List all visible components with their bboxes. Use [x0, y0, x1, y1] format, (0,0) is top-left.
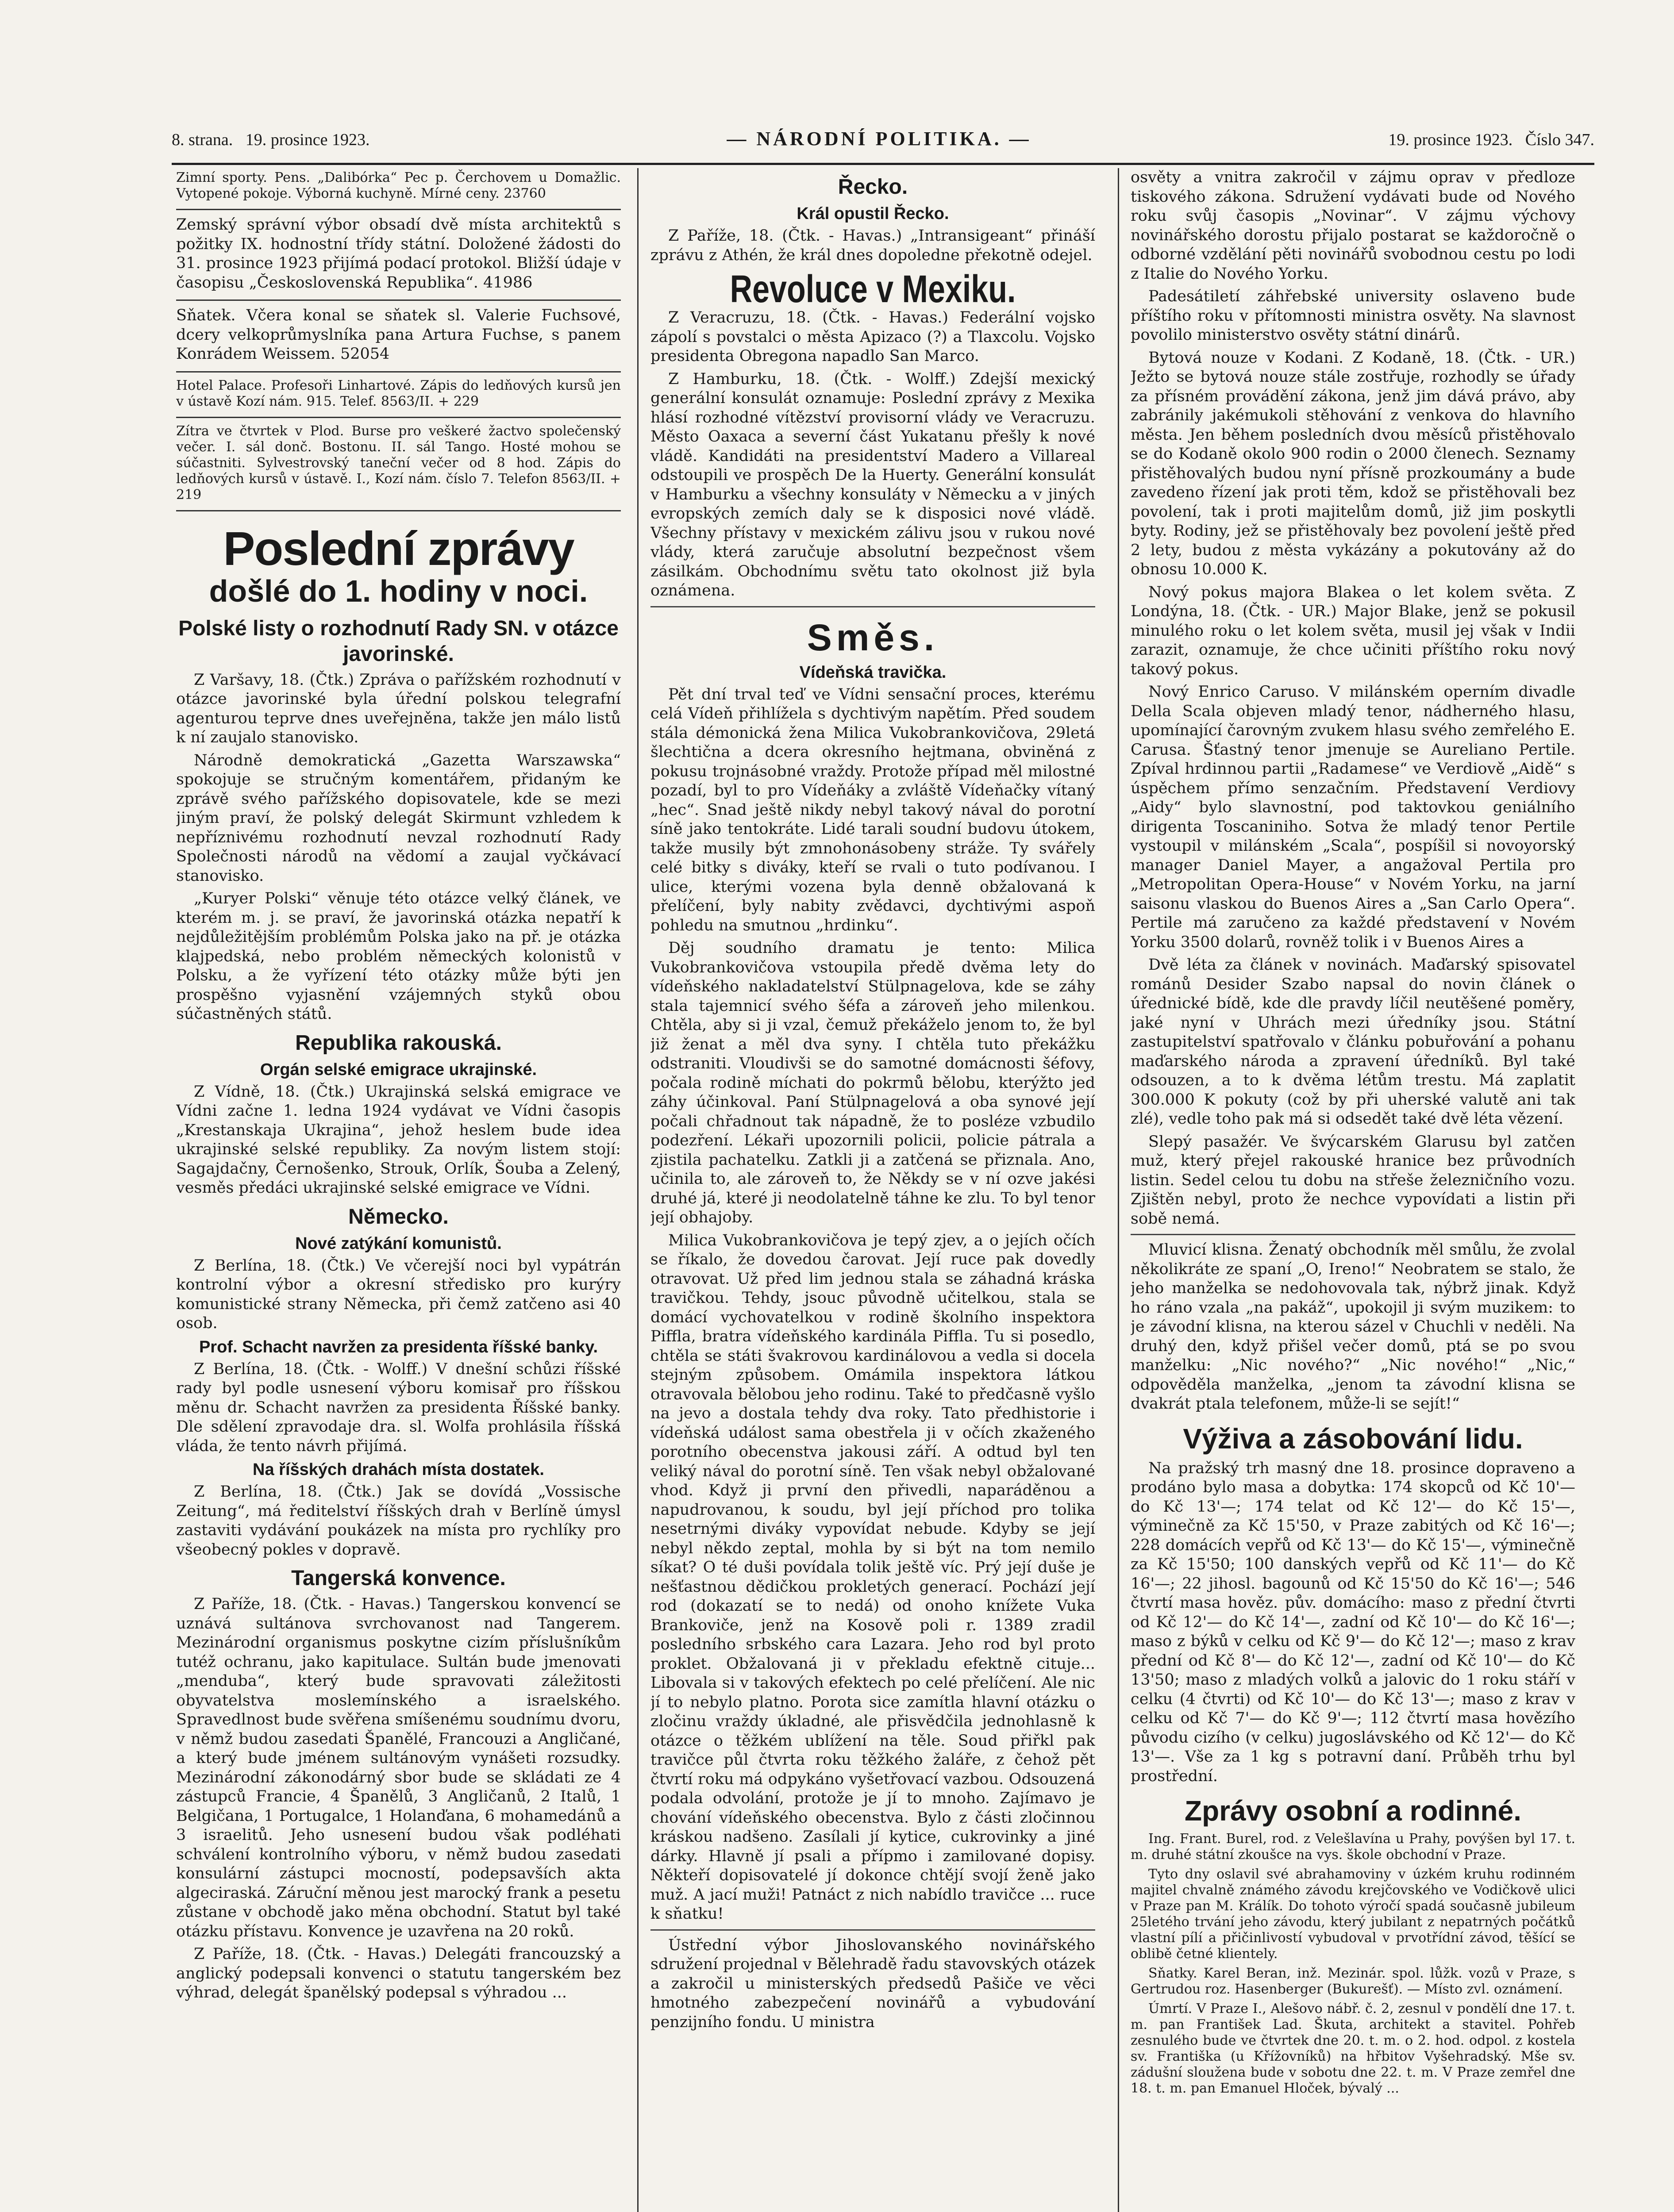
article-paragraph: Z Vídně, 18. (Čtk.) Ukrajinská selská emigrace ve Vídni začne 1. ledna 1924 vydávat ve Vídni časopis „Krestanskaja Ukrajina“, jehož heslem bude idea ukrajinské selské republiky. Za novým listem stojí: Sagajdačny, Černošenko, Strouk, Orlík, Šouba a Zelený, vesměs předáci ukrajinské selské emigrace ve Vídni. [176, 1083, 621, 1197]
article-paragraph: Nový pokus majora Blakea o let kolem světa. Z Londýna, 18. (Čtk. - UR.) Major Blake, jenž se pokusil minulého roku o let kolem světa, musil jej však v Indii zarazit, oznamuje, že chce učiniti příštího roku nový takový pokus. [1131, 583, 1575, 678]
article-paragraph: Sňatky. Karel Beran, inž. Mezinár. spol. lůžk. vozů v Praze, s Gertrudou roz. Hasenberger (Bukurešť). — Místo zvl. oznámení. [1131, 1966, 1575, 1997]
article-paragraph: Národně demokratická „Gazetta Warszawska“ spokojuje se stručným komentářem, přidaným ke zprávě svého pařížského dopisovatele, kde se mezi jiným praví, že polský delegát Skirmunt vzhledem k nepříznivému rozhodnutí nevzal rozhodnutí Rady Společnosti národů na vědomí a zaujal vyčkávací stanovisko. [176, 751, 621, 885]
column-rule-2 [1118, 168, 1119, 2212]
article-paragraph: Ing. Frant. Burel, rod. z Velešlavína u Prahy, povýšen byl 17. t. m. druhé státní zkoušce na vys. škole obchodní v Praze. [1131, 1831, 1575, 1863]
masthead-rule [172, 163, 1594, 165]
notice-text: Sňatek. Včera konal se sňatek sl. Valerie Fuchsové, dcery velkoprůmyslníka pana Artura Fuchse, s panem Konrádem Weissem. 52054 [176, 307, 621, 363]
date-left: 19. prosince 1923. [245, 131, 370, 149]
notice-text: Zemský správní výbor obsadí dvě místa architektů s požitky IX. hodnostní třídy státní. Doložené žádosti do 31. prosince 1923 přijímá podací protokol. Bližší údaje v časopisu „Československá Republika“. 41986 [176, 216, 621, 292]
ad-text: Zítra ve čtvrtek v Plod. Burse pro veškeré žactvo společenský večer. I. sál donč. Bostonu. II. sál Tango. Hosté mohou se súčastniti. Sylvestrovský taneční večer od 8 hod. Zápis do ledňových kursů v ústavě. I., Kozí nám. číslo 7. Telefon 8563/II. + 219 [176, 423, 621, 503]
article-paragraph: Na pražský trh masný dne 18. prosince dopraveno a prodáno bylo masa a dobytka: 174 skopců od Kč 10'— do Kč 13'—; 174 telat od Kč 12'— do Kč 15'—, výminečně za Kč 15'50, v Praze zabitých od Kč 16'—; 228 domácích vepřů od Kč 13'— do Kč 15'—, výminečně za Kč 15'50; 100 danských vepřů od Kč 11'— do Kč 16'—; 22 jihosl. bagounů od Kč 15'50 do Kč 16'—; 546 čtvrtí masa hověz. pův. domácího: maso z přední čtvrti od Kč 12'— do Kč 14'—, zadní od Kč 10'— do Kč 16'—; maso z býků v celku od Kč 9'— do Kč 12'—; maso z krav přední od Kč 8'— do Kč 12'—, zadní od Kč 10'— do Kč 13'50; maso z mladých volků a jalovic do 1 roku stáří v celku (4 čtvrti) od Kč 10'— do Kč 13'—; maso z krav v celku od Kč 7'— do Kč 9'—; 112 čtvrtí masa hovězího původu cizího (v celku) jugoslávského od Kč 12'— do Kč 13'—. Vše za 1 kg s potravní daní. Průběh trhu byl prostřední. [1131, 1459, 1575, 1785]
masthead-right [1389, 130, 1594, 150]
article-paragraph: Z Berlína, 18. (Čtk. - Wolff.) V dnešní schůzi říšské rady byl podle usnesení výboru komisař pro říšskou měnu dr. Schacht navržen za presidenta Říšské banky. Dle sdělení zpravodaje dra. sl. Wolfa prohlásila říšská vláda, že tento návrh přijímá. [176, 1360, 621, 1455]
article-paragraph: Z Hamburku, 18. (Čtk. - Wolff.) Zdejší mexický generální konsulát oznamuje: Poslední zprávy z Mexika hlásí rozhodné vítězství provisorní vlády ve Veracruzu. Město Oaxaca a severní část Yukatanu přešly k nové vládě. Kandidáti na presidentství Madero a Villareal odstoupili ve prospěch De la Huerty. Generální konsulát v Hamburku a všechny konsuláty v Německu a v jiných evropských zemích daly se k disposici nové vládě. Všechny přístavy v mexickém zálivu jsou v rukou nové vlády, která zaručuje absolutní bezpečnost všem zásilkám. Obchodnímu světu tato okolnost již byla oznámena. [650, 370, 1095, 599]
section-divider [650, 606, 1095, 607]
article-paragraph: Z Paříže, 18. (Čtk. - Havas.) „Intransigeant“ přináší zprávu z Athén, že král dnes dopoledne překotně odejel. [650, 227, 1095, 264]
article-paragraph: Slepý pasažér. Ve švýcarském Glarusu byl zatčen muž, který přejel rakouské hranice bez průvodních listin. Sedel celou tu dobu na střeše železničního vozu. Zjištěn nebyl, proto že nechce vypovídati a listin při sobě nemá. [1131, 1133, 1575, 1228]
article-headline: Na říšských drahách místa dostatek. [253, 1460, 544, 1479]
article-paragraph: Z Berlína, 18. (Čtk.) Jak se dovídá „Vossische Zeitung“, má ředitelství říšských drah v Berlíně úmysl zastaviti vydávání poukázek na místa pro rychlíky pro všeobecný pokles v dopravě. [176, 1483, 621, 1559]
column-3 [1131, 168, 1575, 2212]
issue-number: Číslo 347. [1525, 131, 1594, 149]
newspaper-title: — NÁRODNÍ POLITIKA. — [727, 128, 1031, 150]
section-headline-smes: Směs. [807, 616, 939, 658]
section-headline: Republika rakouská. [295, 1031, 502, 1055]
article-paragraph: Z Paříže, 18. (Čtk. - Havas.) Delegáti francouzský a anglický podepsali konvenci o statutu tangerském bez výhrad, delegát španělský podepsal s výhradou ... [176, 1945, 621, 2001]
article-paragraph: osvěty a vnitra zakročil v zájmu oprav v předloze tiskového zákona. Sdružení vydávati bude od Nového roku svůj časopis „Novinar“. V zájmu výchovy novinářského dorostu přijalo postarat se každoročně o odborné vzdělání pěti novinářů svobodnou cestu po lodi z Italie do Nového Yorku. [1131, 169, 1575, 283]
section-divider [650, 1929, 1095, 1931]
section-headline: Revoluce v Mexiku. [730, 267, 1016, 311]
notice-zemsky-vybor [176, 214, 621, 301]
article-paragraph: Ústřední výbor Jihoslovanského novinářského sdružení projednal v Bělehradě řadu stavovských otázek a zakročil u ministerských předsedů Pašiče ve věci hmotného zabezpečení novinářů a vybudování penzijního fondu. U ministra [650, 1936, 1095, 2031]
ad-text: Hotel Palace. Profesoři Linhartové. Zápis do ledňových kursů jen v ústavě Kozí nám. 915. Telef. 8563/II. + 229 [176, 377, 621, 409]
ad-zimni-sporty [176, 168, 621, 210]
masthead [172, 127, 1594, 161]
date-right: 19. prosince 1923. [1388, 131, 1513, 149]
article-paragraph: Pět dní trval teď ve Vídni sensační proces, kterému celá Vídeň přihlížela s dychtivým napětím. Před soudem stála démonická žena Milica Vukobrankovičova, 29letá šlechtična a dcera okresního hejtmana, obviněná z pokusu trojnásobné vraždy. Protože případ měl milostné pozadí, byl to pro Vídeňáky a zvláště Vídeňačky vítaný „hec“. Snad ještě nikdy nebyl takový nával do porotní síně jako tentokráte. Lidé tarali soudní budovu útokem, takže musily být zmnohonásobeny stráže. Ty svářely celé bitky s diváky, kteří se rvali o tuto podívanou. I ulice, kterými vozena byla denně obžalovaná k přelíčení, byly nabity zvědavci, dychtivými aspoň pohledu na smutnou „hrdinku“. [650, 685, 1095, 934]
article-paragraph: Z Varšavy, 18. (Čtk.) Zpráva o pařížském rozhodnutí v otázce javorinské byla úřední polskou telegrafní agenturou teprve dnes uveřejněna, takže jen málo listů k ní zaujalo stanovisko. [176, 671, 621, 746]
article-paragraph: Dvě léta za článek v novinách. Maďarský spisovatel románů Desider Szabo napsal do novin článek o úřednické bídě, kde dle pravdy líčil neutěšené poměry, jaké nyní v Uhrách mezi úředníky jsou. Státní zastupitelství spatřovalo v článku pobuřování a pohanu maďarského národa a zpravení úředníků. Byl také odsouzen, a to k dvěma létům trestu. Má zaplatit 300.000 K pokuty (což by při uherské valutě ani tak zlé), vedle toho pak má si odsedět také dvě léta vězení. [1131, 956, 1575, 1128]
ad-text: Zimní sporty. Pens. „Dalibórka“ Pec p. Čerchovem u Domažlic. Vytopené pokoje. Výborná kuchyně. Mírné ceny. 23760 [176, 170, 621, 201]
article-paragraph: Z Veracruzu, 18. (Čtk. - Havas.) Federální vojsko zápolí s povstalci o města Apizaco (?) a Tlaxcolu. Vojsko presidenta Obregona napadlo San Marco. [650, 309, 1095, 365]
section-headline: Řecko. [838, 175, 908, 199]
section-headline: Zprávy osobní a rodinné. [1185, 1795, 1521, 1827]
masthead-left [172, 130, 369, 150]
column-1 [176, 168, 621, 2212]
ad-hotel-palace [176, 376, 621, 418]
section-headline-posledni-zpravy: Poslední zprávy [223, 521, 574, 575]
article-headline: Polské listy o rozhodnutí Rady SN. v otázce javorinské. [178, 616, 619, 666]
article-paragraph: Tyto dny oslavil své abrahamoviny v úzkém kruhu rodinném majitel chvalně známého závodu krejčovského ve Vodičkově ulici v Praze pan M. Králík. Do tohoto výročí spadá současně jubileum 25letého trvání jeho závodu, který jubilant z nepatrných počátků vlastní pílí a přičinlivostí vybudoval v prvotřídní závod, těšící se oblibě četné klientely. [1131, 1866, 1575, 1962]
section-divider [1131, 1234, 1575, 1235]
article-headline: Nové zatýkání komunistů. [295, 1234, 502, 1253]
article-paragraph: „Kuryer Polski“ věnuje této otázce velký článek, ve kterém m. j. se praví, že javorinská otázka nepatří k nejdůležitějším problémům Polska jako na př. je otázka klajpedská, nebo problém německých kolonistů v Polsku, a že vyřízení této otázky může býti jen prospěšno vyjasnění vzájemných styků obou súčastněných států. [176, 890, 621, 1023]
article-paragraph: Děj soudního dramatu je tento: Milica Vukobrankovičova vstoupila předě dvěma lety do vídeňského nakladatelství Stülpnagelova, kde se záhy stala tajemnicí svého šéfa a zároveň jeho milenkou. Chtěla, aby si ji vzal, čemuž překáželo jenom to, že byl již ženat a měl dva syny. I chtěla tuto překážku odstraniti. Vloudivši se do samotné domácnosti šéfovy, počala rodině míchati do pokrmů bělobu, kterýžto jed záhy účinkoval. Paní Stülpnagelová a oba synové její počali chřadnout tak nápadně, že to posléze vzbudilo podezření. Lékaři upozornili policii, policie pátrala a zjistila pachatelku. Zatkli ji a zatčená se přiznala. Ano, učinila to, ale zároveň to, že Někdy se v ní ozve jakési druhé já, které ji neodolatelně táhne ke zlu. To byl tenor její obhajoby. [650, 939, 1095, 1226]
article-paragraph: Nový Enrico Caruso. V milánském operním divadle Della Scala objeven mladý tenor, nádherného hlasu, upomínající čarovným zvukem hlasu svého zemřelého E. Carusa. Šťastný tenor jmenuje se Aureliano Pertile. Zpíval hrdinnou partii „Radamese“ ve Verdiově „Aidě“ s úspěchem přímo senzačním. Představení Verdiovy „Aidy“ bylo slavnostní, pod taktovkou geniálního dirigenta Toscaniniho. Sotva že mladý tenor Pertile vystoupil v milánském „Scala“, pospíšil si novoyorský manager Daniel Mayer, a angažoval Pertila pro „Metropolitan Opera-House“ v Novém Yorku, na jarní saisonu vlaskou do Buenos Aires a „San Carlo Opera“. Pertile má zaručeno za každé představení v Novém Yorku 3500 dolarů, rovněž tolik i v Buenos Aires a [1131, 683, 1575, 951]
article-headline: Orgán selské emigrace ukrajinské. [260, 1060, 537, 1079]
article-paragraph: Padesátiletí záhřebské university oslaveno bude příštího roku v přítomnosti ministra osvěty. Na slavnost povolilo ministerstvo osvěty státní dinárů. [1131, 288, 1575, 344]
article-paragraph: Mluvicí klisna. Ženatý obchodník měl smůlu, že zvolal několikráte ze spaní „O, Ireno!“ Neobratem se stalo, že jeho manželka se nedohovovala tak, nýbrž jinak. Když ho ráno vzala „na pakáž“, upokojil ji svým muzikem: to je závodní klisna, na kterou sázel v Chuchli v neděli. Na druhý den, když přišel večer domů, ptá se po svou manželku: „Nic nového?“ „Nic nového!“ „Nic,“ odpověděla manželka, „jenom ta závodní klisna se dvakrát ptala telefonem, může-li se sejít!“ [1131, 1241, 1575, 1413]
section-subheadline: došlé do 1. hodiny v noci. [209, 573, 588, 608]
article-paragraph: Z Berlína, 18. (Čtk.) Ve včerejší noci byl vypátrán kontrolní výbor a okresní středisko pro kurýry komunistické strany Německa, při čemž zatčeno asi 40 osob. [176, 1256, 621, 1332]
article-headline: Prof. Schacht navržen za presidenta říšské banky. [199, 1337, 598, 1356]
article-headline: Král opustil Řecko. [797, 204, 949, 223]
section-headline: Výživa a zásobování lidu. [1183, 1422, 1523, 1455]
column-rule-1 [637, 168, 639, 2212]
article-paragraph: Bytová nouze v Kodani. Z Kodaně, 18. (Čtk. - UR.) Ježto se bytová nouze stále zostřuje, rozhodly se úřady za přísném provádění zákona, jenž jim dává právo, aby zabránily jakémukoli stěhování z venkova do hlavního města. Jen během posledních dvou měsíců přistěhovalo se do Kodaně okolo 900 rodin o 2000 členech. Seznamy přistěhovalých budou nyní přísně prozkoumány a bude zavedeno řízení jak proti těm, kdož se přistěhovali bez povolení, tak i proti majitelům domů, již jim poskytli byty. Rodiny, jež se přistěhovaly bez povolení ještě před 2 lety, budou z města vykázány a pokutovány až do obnosu 10.000 K. [1131, 349, 1575, 578]
article-paragraph: Z Paříže, 18. (Čtk. - Havas.) Tangerskou konvencí se uznává sultánova svrchovanost nad Tangerem. Mezinárodní organismus poskytne cizím příslušníkům tutéž ochranu, jako kapitulace. Sultán bude jmenovati „menduba“, který bude spravovati záležitosti obyvatelstva moslemínského a israelského. Spravedlnost bude svěřena smíšenému soudnímu dvoru, v němž budou zasedati Španělé, Francouzi a Angličané, a který bude jménem sultánovým vynášeti rozsudky. Mezinárodní zákonodárný sbor bude se skládati ze 4 zástupců Francie, 4 Španělů, 3 Angličanů, 2 Italů, 1 Belgičana, 1 Portugalce, 1 Holanďana, 6 mohamedánů a 3 israelitů. Jeho usnesení budou však podléhati schválení kontrolního výboru, v němž budou zasedati konsulární zástupci mocností, podepsavších akta algeciraská. Záruční měnou jest marocký frank a pesetu zůstane v obchodě jako měna obchodní. Statut byl také otázku přístavu. Konvence je uzavřena na 20 roků. [176, 1595, 621, 1940]
article-paragraph: Milica Vukobrankovičova je tepý zjev, a o jejích očích se říkalo, že dovedou čarovat. Její ruce pak dovedly otravovat. Už před lim jednou stala se záhadná kráska travičkou. Tehdy, jsouc původně učitelkou, stala se domácí vychovatelkou v rodině školního inspektora Piffla, bratra vídeňského kardinála Piffla. Tu si posedlo, chtěla se státi švakrovou kardinálovou a vedla si docela stejným způsobem. Omámila inspektora látkou otravovala bělobou jeho rodinu. Také to předčasně vyšlo na jevo a dostala tehdy dva roky. Tato předhistorie i vídeňská událost sama obestřela ji v očích zkaženého porotního obecenstva jakousi září. A odtud byl ten veliký nával do porotní síně. Ten však nebyl obžalované vhod. Když ji první den přivedli, naparáděnou a napudrovanou, k soudu, byl její příchod pro tolika nesetrnými diváky vypovídat nebude. Kdyby se její nebyl někdo zeptal, mohla by si být na tom nemilo síkat? O té duši povídala tolik ještě víc. Prý její duše je nešťastnou dědičkou prokletých generací. Pochází její rod (dokazatí se to nedá) od onoho knížete Vuka Brankoviče, jenž na Kosově poli r. 1389 zradil posledního srbského cara Lazara. Jeho rod byl proto proklet. Obžalovaná ji v překladu efektně cituje... Libovala si v takových efektech po celé přelíčení. Ale nic jí to nebylo platno. Porota sice zamítla hlavní otázku o zločinu vraždy úkladné, ale přisvědčila jednohlasně k otázce o těžkém ublížení na těle. Soud přiřkl pak travičce půl čtvrta roku těžkého žaláře, z čehož pět čtvrtí roku má odpykáno vyšetřovací vazbou. Odsouzená podala odvolání, protože je jí to mnoho. Zajímavo je chování vídeňského obecenstva. Bylo z části zločinnou kráskou nadšeno. Zasílali jí kytice, cukrovinky a jiné dárky. Hlavně jí psali a přípmo i zamilované dopisy. Někteří dopisovatelé jí dokonce chtějí svojí ženě jako muž. A jací muži! Patnáct z nich nabídlo travičce ... ruce k sňatku! [650, 1231, 1095, 1923]
column-2 [650, 168, 1095, 2212]
ad-plodinova-bursa [176, 422, 621, 511]
article-headline: Vídeňská travička. [799, 663, 947, 682]
article-paragraph: Úmrtí. V Praze I., Alešovo nábř. č. 2, zesnul v pondělí dne 17. t. m. pan František Lad. Škuta, architekt a stavitel. Pohřeb zesnulého bude ve čtvrtek dne 20. t. m. o 2. hod. odpol. z kostela sv. Františka (u Křížovníků) na hřbitov Vyšehradský. Mše sv. zádušní sloužena bude v sobotu dne 22. t. m. V Praze zemřel dne 18. t. m. pan Emanuel Hloček, bývalý ... [1131, 2001, 1575, 2096]
notice-snatek [176, 304, 621, 373]
page-number: 8. strana. [172, 131, 233, 149]
section-headline: Německo. [348, 1205, 449, 1229]
article-headline: Tangerská konvence. [291, 1567, 506, 1590]
